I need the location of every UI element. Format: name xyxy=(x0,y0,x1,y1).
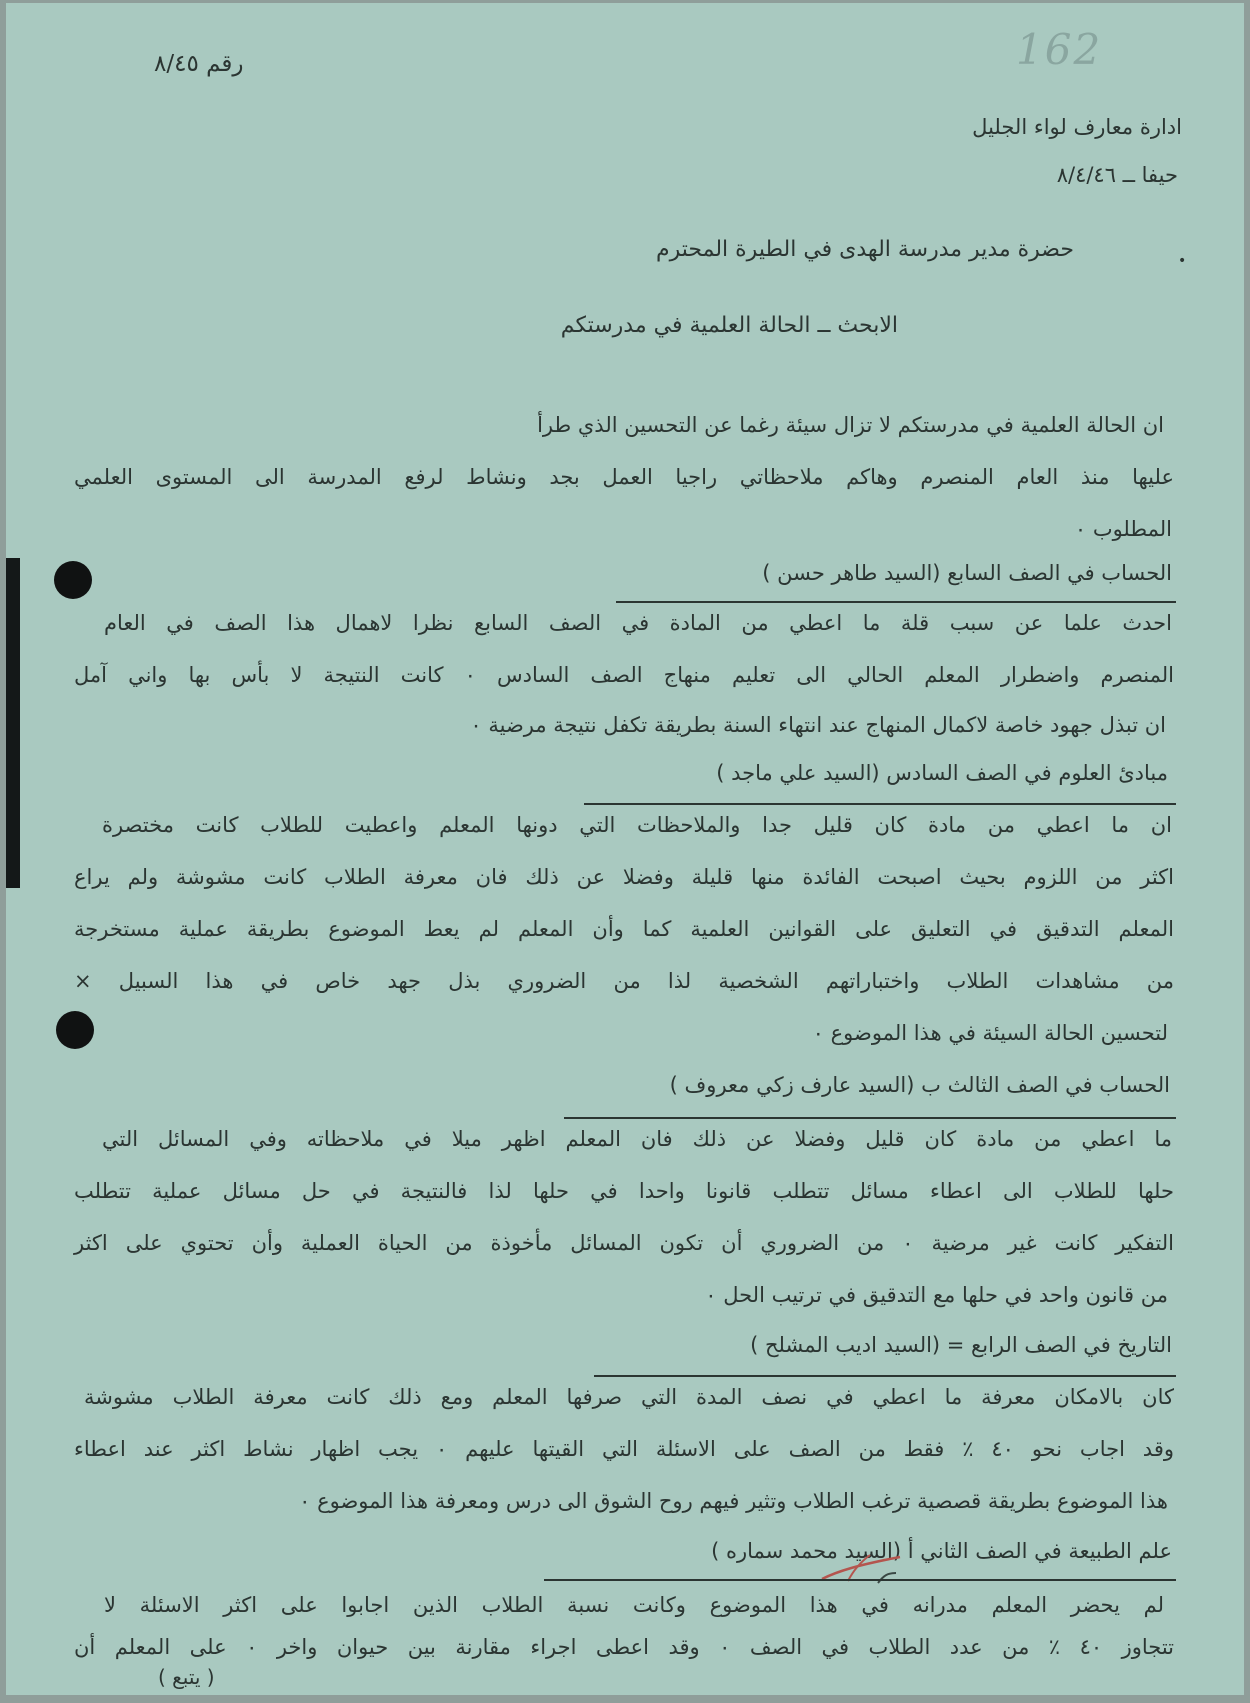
section-heading-arithmetic-7: الحساب في الصف السابع (السيد طاهر حسن ) xyxy=(762,561,1172,585)
paragraph-line: لتحسين الحالة السيئة في هذا الموضوع ٠ xyxy=(812,1021,1168,1045)
sender-office: ادارة معارف لواء الجليل xyxy=(972,115,1182,139)
subject-line: الابحث ــ الحالة العلمية في مدرستكم xyxy=(560,313,898,338)
paragraph-line: المنصرم واضطرار المعلم الحالي الى تعليم منهاج الصف السادس ٠ كانت النتيجة لا بأس بها واني آمل xyxy=(74,663,1175,687)
heading-underline xyxy=(564,1117,1176,1119)
paragraph-line: من مشاهدات الطلاب واختباراتهم الشخصية لذا من الضروري بذل جهد خاص في هذا السبيل × xyxy=(74,969,1174,993)
heading-underline xyxy=(544,1579,1176,1581)
punch-hole-top xyxy=(54,561,92,599)
handwritten-page-number: 162 xyxy=(1016,25,1103,74)
reference-number: رقم ٨/٤٥ xyxy=(154,51,244,77)
intro-line-3: المطلوب ٠ xyxy=(1074,517,1172,541)
place-date: حيفا ــ ٨/٤/٤٦ xyxy=(1056,163,1178,187)
section-heading-arithmetic-3b: الحساب في الصف الثالث ب (السيد عارف زكي معروف ) xyxy=(669,1073,1170,1097)
addressee: حضرة مدير مدرسة الهدى في الطيرة المحترم xyxy=(656,237,1074,262)
scan-binding-edge xyxy=(6,558,20,888)
paragraph-line: ان تبذل جهود خاصة لاكمال المنهاج عند انتهاء السنة بطريقة تكفل نتيجة مرضية ٠ xyxy=(470,713,1166,737)
letter-page xyxy=(6,3,1244,1695)
continued-marker: ( يتبع ) xyxy=(158,1665,215,1689)
heading-underline xyxy=(584,803,1176,805)
intro-line-1: ان الحالة العلمية في مدرستكم لا تزال سيئة رغما عن التحسين الذي طرأ xyxy=(537,413,1164,437)
paragraph-line: ما اعطي من مادة كان قليل وفضلا عن ذلك فان المعلم اظهر ميلا في ملاحظاته وفي المسائل التي xyxy=(102,1127,1172,1151)
paragraph-line: تتجاوز ٤٠ ٪ من عدد الطلاب في الصف ٠ وقد اعطى اجراء مقارنة بين حيوان واخر ٠ على المعلم أن xyxy=(74,1635,1175,1659)
paragraph-line: كان بالامكان معرفة ما اعطي في نصف المدة التي صرفها المعلم ومع ذلك كانت معرفة الطلاب مشوشة xyxy=(84,1385,1174,1409)
paragraph-line: هذا الموضوع بطريقة قصصية ترغب الطلاب وتثير فيهم روح الشوق الى درس ومعرفة هذا الموضوع ٠ xyxy=(299,1489,1168,1513)
punch-hole-bottom xyxy=(56,1011,94,1049)
intro-line-2: عليها منذ العام المنصرم وهاكم ملاحظاتي راجيا العمل بجد ونشاط لرفع المدرسة الى المستوى العلمي xyxy=(74,465,1174,489)
paragraph-line: احدث علما عن سبب قلة ما اعطي من المادة في الصف السابع نظرا لاهمال هذا الصف في العام xyxy=(104,611,1172,635)
handwritten-correction-mark xyxy=(818,1551,904,1587)
paragraph-line: اكثر من اللزوم بحيث اصبحت الفائدة منها قليلة وفضلا عن ذلك فان معرفة الطلاب كانت مشوشة ولم يراع xyxy=(74,865,1174,889)
paragraph-line: التفكير كانت غير مرضية ٠ من الضروري أن تكون المسائل مأخوذة من الحياة العملية وأن تحتوي على اكثر xyxy=(74,1231,1174,1255)
bullet-dot: • xyxy=(1178,253,1187,269)
section-heading-history-4: التاريخ في الصف الرابع = (السيد اديب المشلح ) xyxy=(750,1333,1172,1357)
paragraph-line: ان ما اعطي من مادة كان قليل جدا والملاحظات التي دونها المعلم واعطيت للطلاب كانت مختصرة xyxy=(102,813,1172,837)
paragraph-line: المعلم التدقيق في التعليق على القوانين العلمية كما وأن المعلم لم يعط الموضوع بطريقة عملية مستخرجة xyxy=(74,917,1174,941)
paragraph-line: حلها للطلاب الى اعطاء مسائل تتطلب قانونا واحدا في حلها لذا فالنتيجة في حل مسائل عملية تتطلب xyxy=(74,1179,1174,1203)
heading-underline xyxy=(616,601,1176,603)
section-heading-science-6: مبادئ العلوم في الصف السادس (السيد علي ماجد ) xyxy=(716,761,1168,785)
paragraph-line: من قانون واحد في حلها مع التدقيق في ترتيب الحل ٠ xyxy=(705,1283,1168,1307)
section-heading-physics-2a: علم الطبيعة في الصف الثاني أ (السيد محمد سماره ) xyxy=(711,1539,1172,1563)
paragraph-line: لم يحضر المعلم مدرانه في هذا الموضوع وكانت نسبة الطلاب الذين اجابوا على اكثر الاسئلة لا xyxy=(104,1593,1164,1617)
paragraph-line: وقد اجاب نحو ٤٠ ٪ فقط من الصف على الاسئلة التي القيتها عليهم ٠ يجب اظهار نشاط اكثر عند اعطاء xyxy=(74,1437,1174,1461)
heading-underline xyxy=(594,1375,1176,1377)
